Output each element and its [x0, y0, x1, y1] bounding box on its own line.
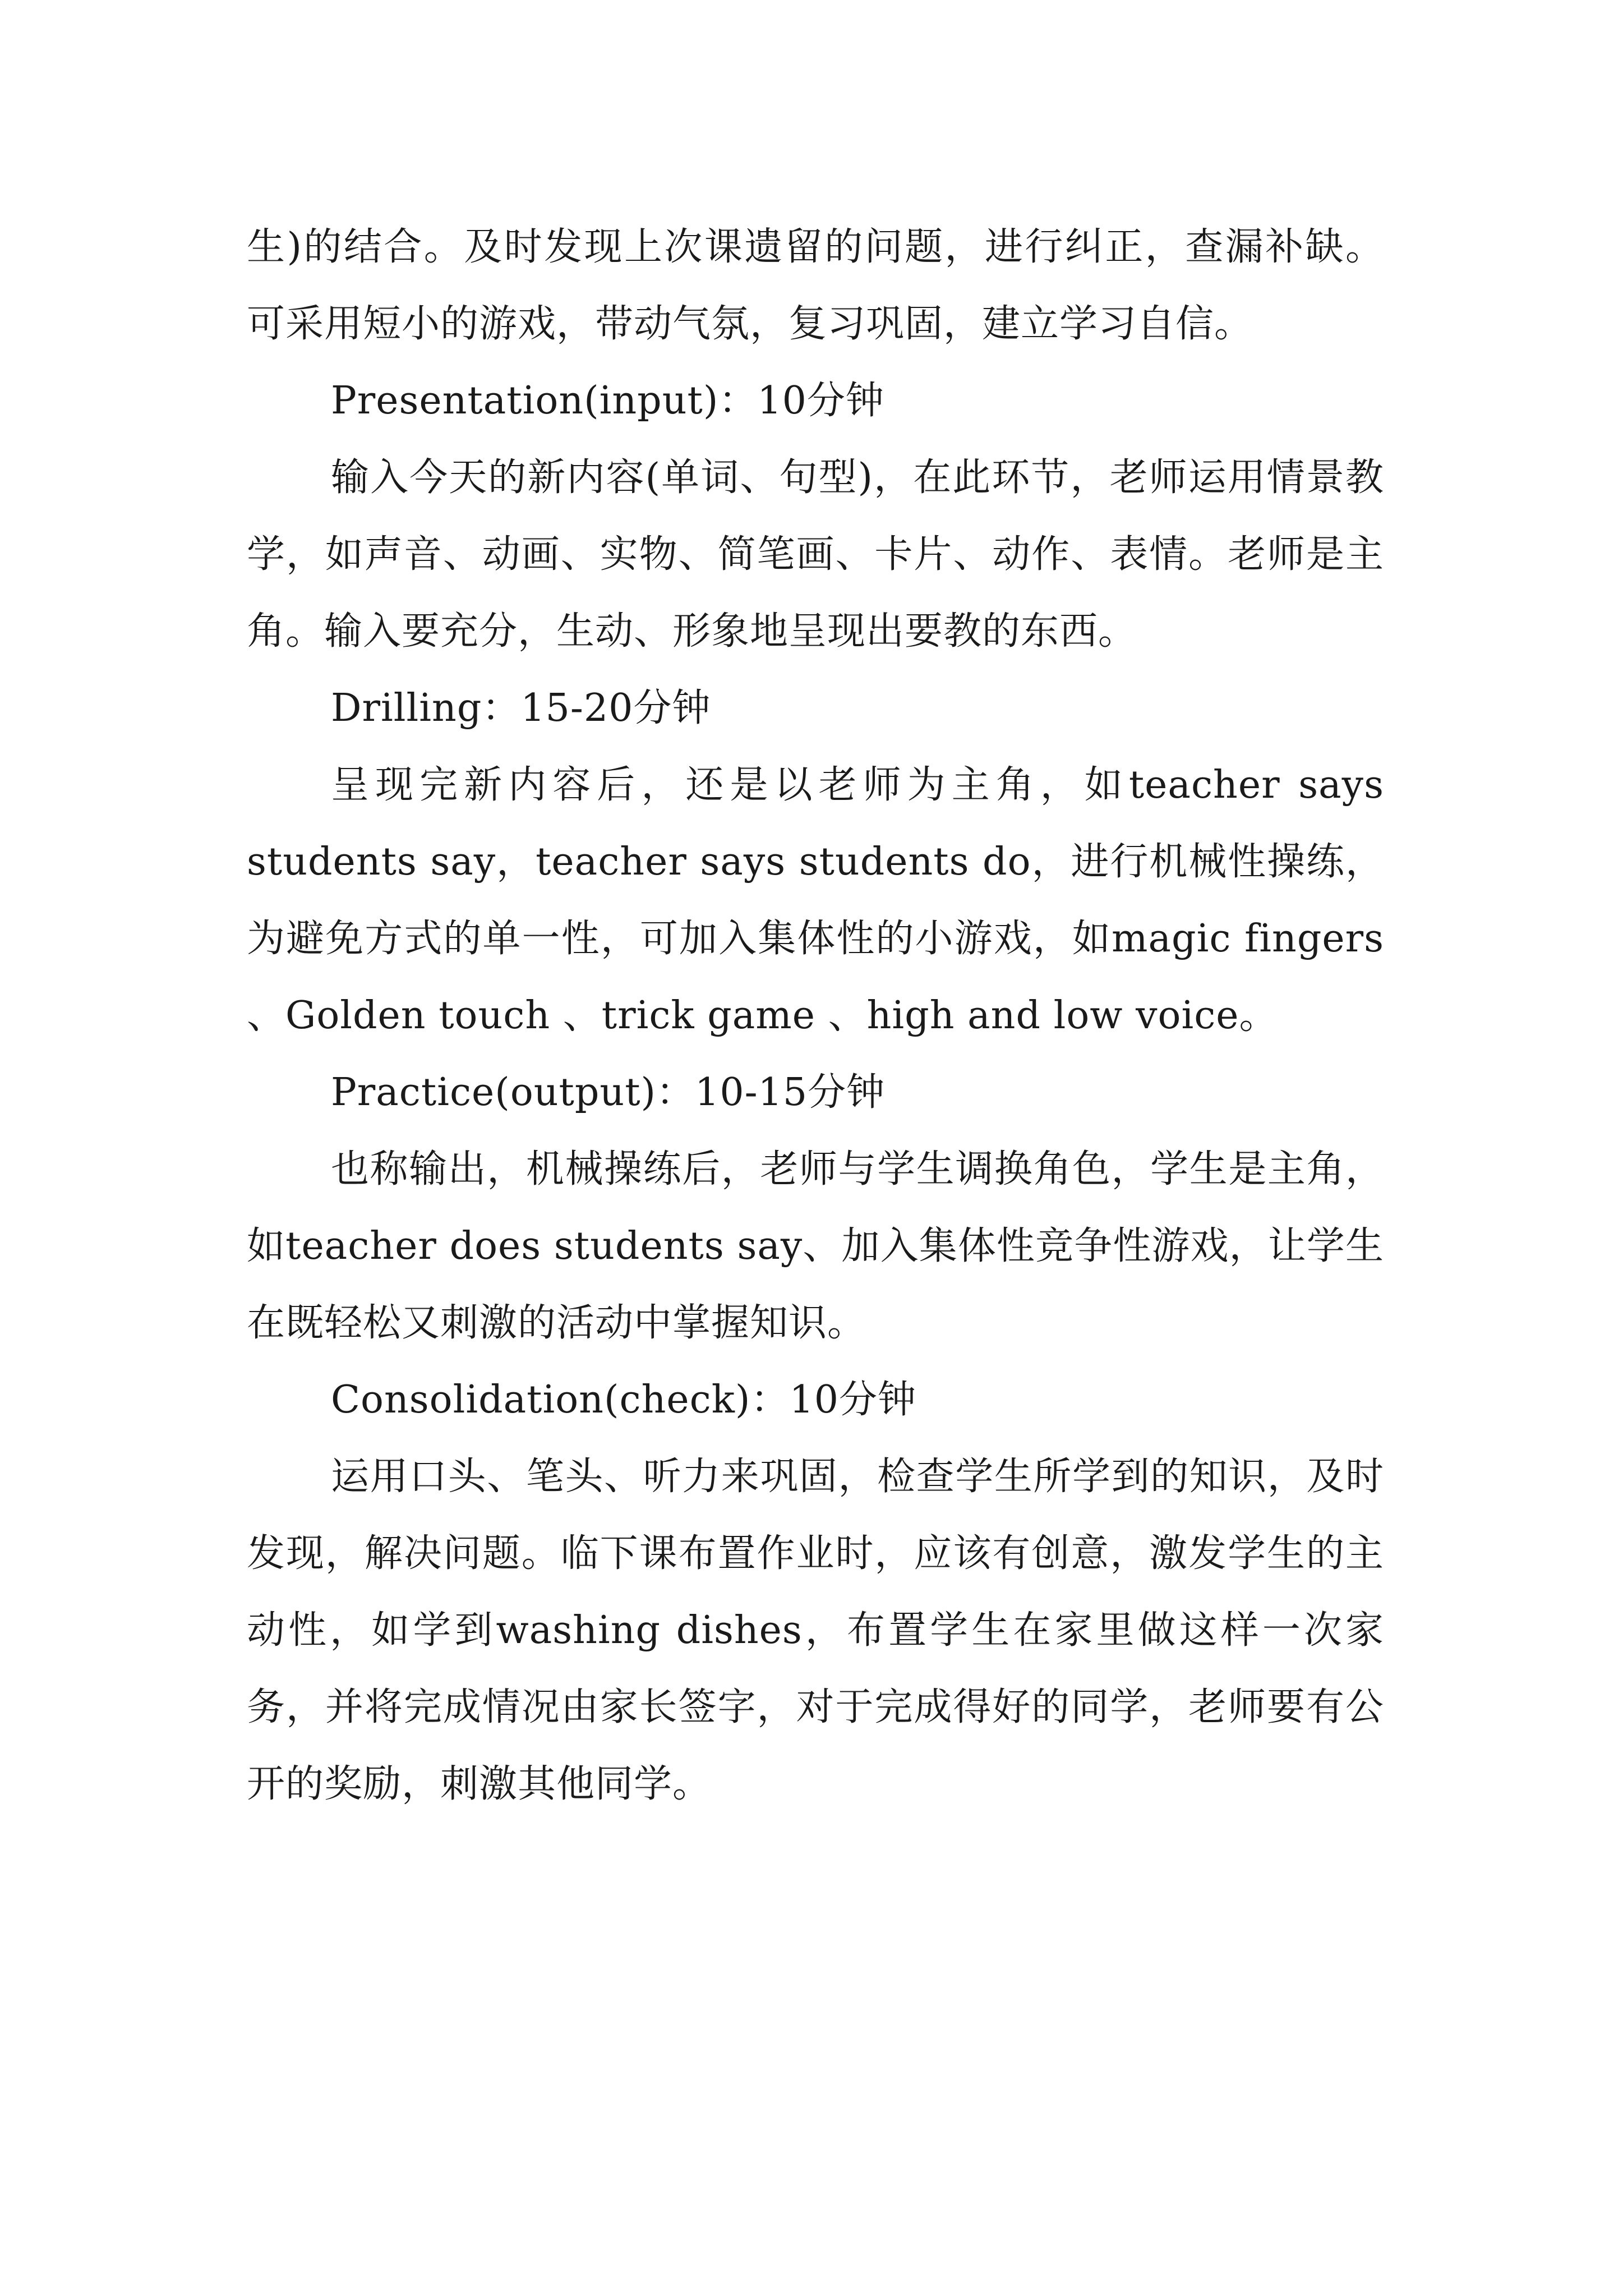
paragraph-review-continuation: 生)的结合。及时发现上次课遗留的问题，进行纠正，查漏补缺。可采用短小的游戏，带动气氛，复习巩固，建立学习自信。 [247, 225, 1384, 346]
paragraph-practice: 也称输出，机械操练后，老师与学生调换角色，学生是主角，如teacher does students say、加入集体性竞争性游戏，让学生在既轻松又刺激的活动中掌握知识。 [247, 1147, 1384, 1345]
paragraph-presentation: 输入今天的新内容(单词、句型)，在此环节，老师运用情景教学，如声音、动画、实物、简笔画、卡片、动作、表情。老师是主角。输入要充分，生动、形象地呈现出要教的东西。 [247, 455, 1384, 654]
document-body [247, 209, 1384, 1823]
paragraph-consolidation: 运用口头、笔头、听力来巩固，检查学生所学到的知识，及时发现，解决问题。临下课布置作业时，应该有创意，激发学生的主动性，如学到washing dishes，布置学生在家里做这样一次家务，并将完成情况由家长签字，对于完成得好的同学，老师要有公开的奖励，刺激其他同学。 [247, 1455, 1384, 1806]
heading-consolidation: Consolidation(check)：10分钟 [331, 1378, 916, 1422]
heading-practice: Practice(output)：10-15分钟 [331, 1070, 886, 1115]
heading-presentation: Presentation(input)：10分钟 [331, 379, 884, 423]
heading-drilling: Drilling：15-20分钟 [331, 686, 711, 730]
paragraph-drilling: 呈现完新内容后，还是以老师为主角，如teacher says students say，teacher says students do，进行机械性操练，为避免方式的单一性，可加入集体性的小游戏，如magic fingers 、Golden touch 、trick game 、high and low voice。 [247, 763, 1384, 1038]
